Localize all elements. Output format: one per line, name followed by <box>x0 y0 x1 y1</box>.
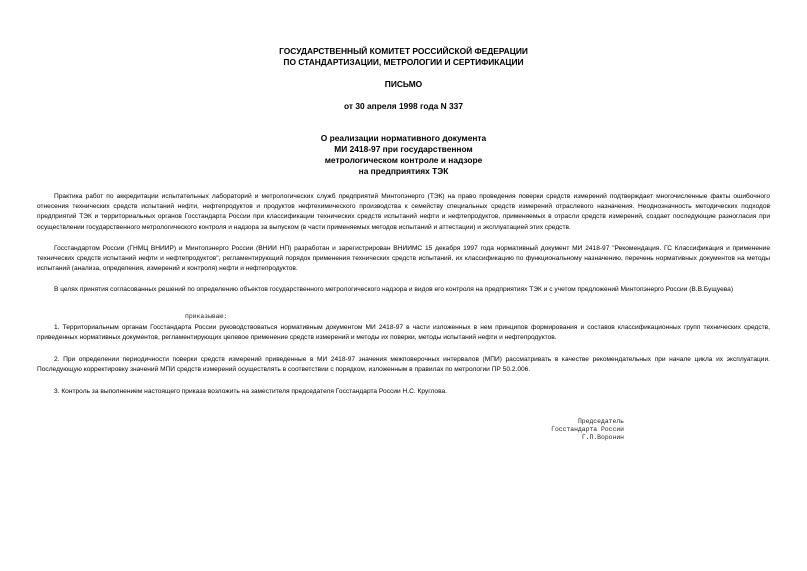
paragraph-purpose: В целях принятия согласованных решений по определению объектов государственного метрологического надзора и видов его контроля на предприятиях ТЭК и с учетом предложений Минтопэнерго России (В.В.Бущуева) <box>54 286 734 293</box>
org-name-line1: ГОСУДАРСТВЕННЫЙ КОМИТЕТ РОССИЙСКОЙ ФЕДЕРАЦИИ <box>279 46 528 56</box>
document-date-number: от 30 апреля 1998 года N 337 <box>344 101 463 111</box>
signature-title: Председатель <box>577 418 624 425</box>
signature-name: Г.П.Воронин <box>581 434 624 441</box>
document-title-line: на предприятиях ТЭК <box>358 166 449 176</box>
document-title-line: О реализации нормативного документа <box>320 133 487 143</box>
org-name-line2: ПО СТАНДАРТИЗАЦИИ, МЕТРОЛОГИИ И СЕРТИФИКАЦИИ <box>283 57 524 67</box>
document-title-line: МИ 2418-97 при государственном <box>334 144 473 154</box>
order-item-3: 3. Контроль за выполнением настоящего приказа возложить на заместителя председателя Госстандарта России Н.С. Круглова. <box>54 388 448 395</box>
document-type: ПИСЬМО <box>384 79 423 89</box>
order-item-1: 1. Территориальным органам Госстандарта России руководствоваться нормативным документом МИ 2418-97 в части изложенных в нем принципов формирования и составов классификационных групп технических средств, приведенных нормативных документов, регламентирующих целевое применение средств измерений и методы их поверки, методы испытаний нефти и нефтепродуктов. <box>37 324 770 342</box>
order-word: приказываю: <box>185 313 228 320</box>
signature-organization: Госстандарта России <box>551 426 624 433</box>
paragraph-practice: Практика работ по аккредитации испытательных лабораторий и метрологических служб предприятий Минтопэнерго (ТЭК) на право проведения поверки средств измерений подтверждает многочисленные факты ошибочного отнесения технических средств испытаний нефти, нефтепродуктов и продуктов нефтехимического производства к семейству специальных средств измерений отраслевого назначения. Неоднозначность методических подходов предприятий ТЭК и территориальных органов Госстандарта России при классификации технических средств испытаний нефти и нефтепродуктов, применяемых в отрасли средств измерений, создает последующие разногласия при осуществлении государственного метрологического контроля и надзора за выпуском (в части применяемых методов испытаний и аттестации) и эксплуатацией этих средств. <box>37 193 770 231</box>
paragraph-regulation: Госстандартом России (ГНМЦ ВНИИР) и Минтопэнерго России (ВНИИ НП) разработан и зарегистрирован ВНИИМС 15 декабря 1997 года нормативный документ МИ 2418-97 "Рекомендация. ГС Классификация и применение технических средств испытаний нефти и нефтепродуктов", регламентирующий порядок применения технических средств испытаний, их классификацию по функциональному назначению, перечень нормативных документов на методы испытаний (анализа, определения, измерений и контроля) нефти и нефтепродуктов. <box>37 245 770 273</box>
order-item-2: 2. При определении периодичности поверки средств измерений приведенные в МИ 2418-97 значения межповерочных интервалов (МПИ) рассматривать в качестве рекомендательных при начале цикла их эксплуатации. Последующую корректировку значений МПИ средств измерений осуществлять в соответствии с порядком, изложенным в правилах по метрологии ПР 50.2.006. <box>37 356 770 374</box>
document-title-line: метрологическом контроле и надзоре <box>324 155 483 165</box>
